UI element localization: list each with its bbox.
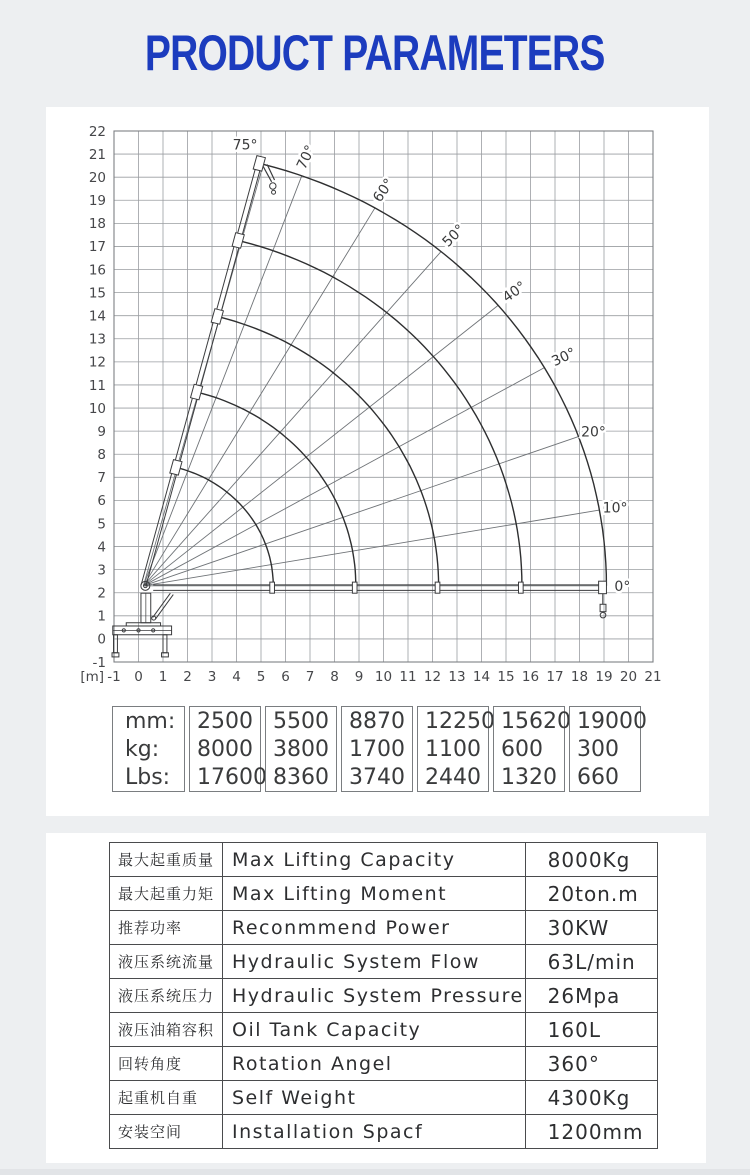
- svg-text:19: 19: [595, 669, 613, 685]
- bottom-divider-strip: [0, 1169, 750, 1175]
- svg-text:12: 12: [88, 354, 106, 371]
- page-title: PRODUCT PARAMETERS: [145, 25, 605, 81]
- svg-text:40°: 40°: [499, 278, 530, 306]
- svg-text:50°: 50°: [439, 221, 469, 251]
- svg-text:4: 4: [232, 669, 241, 685]
- svg-text:13: 13: [448, 669, 466, 685]
- svg-text:10: 10: [88, 400, 106, 417]
- spec-row-hydraulic-system-flow: [110, 945, 658, 979]
- svg-text:15: 15: [88, 285, 106, 302]
- spec-cn-label: 最大起重力矩: [110, 877, 223, 911]
- spec-cn-label: 安装空间: [110, 1115, 223, 1149]
- capacity-5-kg: 600: [501, 737, 543, 762]
- svg-text:21: 21: [88, 146, 106, 163]
- spec-row-recommend-power: [110, 911, 658, 945]
- spec-row-self-weight: [110, 1081, 658, 1115]
- capacity-4-lbs: 2440: [425, 765, 481, 790]
- svg-text:0: 0: [97, 631, 106, 648]
- spec-en-label: Installation Spacf: [223, 1115, 526, 1149]
- svg-text:4: 4: [97, 539, 106, 556]
- svg-text:11: 11: [399, 669, 417, 685]
- svg-text:60°: 60°: [370, 175, 398, 206]
- svg-text:18: 18: [88, 216, 106, 233]
- svg-text:[m]: [m]: [80, 669, 104, 685]
- row-label-kg: kg:: [125, 737, 160, 762]
- svg-text:15: 15: [497, 669, 515, 685]
- load-table-col-5: [493, 706, 571, 792]
- svg-text:1: 1: [97, 608, 106, 625]
- svg-text:18: 18: [570, 669, 589, 685]
- svg-text:70°: 70°: [294, 142, 320, 173]
- load-table-col-2: [265, 706, 337, 792]
- capacity-2-lbs: 8360: [273, 765, 329, 790]
- spec-row-max-lifting-moment: [110, 877, 658, 911]
- svg-text:8: 8: [97, 447, 106, 464]
- load-table-col-6: [569, 706, 647, 792]
- spec-table: [109, 842, 658, 1149]
- svg-text:10°: 10°: [602, 500, 628, 517]
- svg-text:1: 1: [158, 669, 168, 685]
- svg-text:11: 11: [88, 377, 106, 394]
- svg-text:12: 12: [423, 669, 442, 685]
- spec-value: 4300Kg: [525, 1081, 657, 1115]
- outreach-1-mm: 2500: [197, 709, 253, 734]
- spec-row-installation-space: [110, 1115, 658, 1149]
- chart-card: [46, 107, 709, 816]
- load-table-col-3: [341, 706, 413, 792]
- svg-text:10: 10: [374, 669, 393, 685]
- spec-value: 63L/min: [525, 945, 657, 979]
- spec-en-label: Hydraulic System Pressure: [223, 979, 526, 1013]
- capacity-3-kg: 1700: [349, 737, 405, 762]
- svg-text:8: 8: [330, 669, 339, 685]
- svg-text:0°: 0°: [614, 578, 631, 595]
- spec-value: 20ton.m: [525, 877, 657, 911]
- spec-cn-label: 液压系统流量: [110, 945, 223, 979]
- spec-en-label: Rotation Angel: [223, 1047, 526, 1081]
- svg-text:9: 9: [97, 423, 106, 440]
- outreach-2-mm: 5500: [273, 709, 329, 734]
- svg-text:22: 22: [88, 123, 106, 140]
- svg-text:16: 16: [521, 669, 540, 685]
- svg-text:3: 3: [97, 562, 106, 579]
- spec-card: [46, 833, 706, 1163]
- svg-text:17: 17: [88, 239, 106, 256]
- svg-text:6: 6: [281, 669, 290, 685]
- svg-text:14: 14: [88, 308, 106, 325]
- load-table-row-labels: [112, 706, 185, 792]
- svg-text:3: 3: [207, 669, 217, 685]
- svg-text:20: 20: [88, 169, 106, 186]
- row-label-lbs: Lbs:: [125, 765, 171, 790]
- spec-en-label: Max Lifting Moment: [223, 877, 526, 911]
- spec-value: 160L: [525, 1013, 657, 1047]
- svg-text:16: 16: [88, 262, 106, 279]
- spec-value: 1200mm: [525, 1115, 657, 1149]
- spec-row-hydraulic-system-pressure: [110, 979, 658, 1013]
- spec-value: 360°: [525, 1047, 657, 1081]
- spec-row-max-lifting-capacity: [110, 843, 658, 877]
- extension-arcs: [177, 164, 606, 586]
- svg-text:30°: 30°: [549, 344, 579, 370]
- svg-text:14: 14: [472, 669, 491, 685]
- spec-en-label: Hydraulic System Flow: [223, 945, 526, 979]
- row-label-mm: mm:: [125, 709, 176, 734]
- spec-en-label: Reconmmend Power: [223, 911, 526, 945]
- outreach-6-mm: 19000: [577, 709, 647, 734]
- svg-text:13: 13: [88, 331, 106, 348]
- svg-text:2: 2: [97, 585, 106, 602]
- spec-cn-label: 起重机自重: [110, 1081, 223, 1115]
- axis-tick-labels: [80, 124, 661, 685]
- outreach-4-mm: 12250: [425, 709, 495, 734]
- capacity-1-lbs: 17600: [197, 765, 267, 790]
- svg-text:19: 19: [88, 193, 106, 210]
- spec-cn-label: 最大起重质量: [110, 843, 223, 877]
- capacity-1-kg: 8000: [197, 737, 253, 762]
- svg-text:17: 17: [546, 669, 564, 685]
- capacity-5-lbs: 1320: [501, 765, 557, 790]
- spec-cn-label: 回转角度: [110, 1047, 223, 1081]
- spec-row-rotation-angle: [110, 1047, 658, 1081]
- svg-text:9: 9: [354, 669, 364, 685]
- load-capacity-table: [112, 706, 647, 794]
- capacity-2-kg: 3800: [273, 737, 329, 762]
- svg-text:21: 21: [644, 669, 662, 685]
- svg-text:-1: -1: [107, 669, 121, 685]
- load-table-col-1: [189, 706, 267, 792]
- capacity-3-lbs: 3740: [349, 765, 405, 790]
- svg-text:2: 2: [183, 669, 192, 685]
- svg-text:20°: 20°: [581, 424, 606, 441]
- outreach-5-mm: 15620: [501, 709, 571, 734]
- spec-value: 30KW: [525, 911, 657, 945]
- spec-cn-label: 推荐功率: [110, 911, 223, 945]
- svg-text:5: 5: [97, 516, 106, 533]
- spec-row-oil-tank-capacity: [110, 1013, 658, 1047]
- svg-text:-1: -1: [92, 654, 106, 671]
- page-title-wrap: [0, 24, 750, 82]
- spec-en-label: Self Weight: [223, 1081, 526, 1115]
- svg-text:7: 7: [97, 470, 106, 487]
- svg-text:5: 5: [256, 669, 266, 685]
- svg-text:7: 7: [305, 669, 315, 685]
- load-table-col-4: [417, 706, 495, 792]
- svg-text:75°: 75°: [232, 137, 258, 154]
- svg-text:6: 6: [97, 493, 106, 510]
- capacity-6-kg: 300: [577, 737, 619, 762]
- outreach-3-mm: 8870: [349, 709, 405, 734]
- spec-value: 26Mpa: [525, 979, 657, 1013]
- capacity-6-lbs: 660: [577, 765, 619, 790]
- spec-value: 8000Kg: [525, 843, 657, 877]
- spec-cn-label: 液压油箱容积: [110, 1013, 223, 1047]
- spec-en-label: Oil Tank Capacity: [223, 1013, 526, 1047]
- capacity-4-kg: 1100: [425, 737, 481, 762]
- spec-cn-label: 液压系统压力: [110, 979, 223, 1013]
- angle-lines: [143, 164, 606, 585]
- spec-en-label: Max Lifting Capacity: [223, 843, 526, 877]
- svg-text:20: 20: [619, 669, 638, 685]
- svg-text:0: 0: [134, 669, 143, 685]
- load-chart-svg: [46, 107, 709, 704]
